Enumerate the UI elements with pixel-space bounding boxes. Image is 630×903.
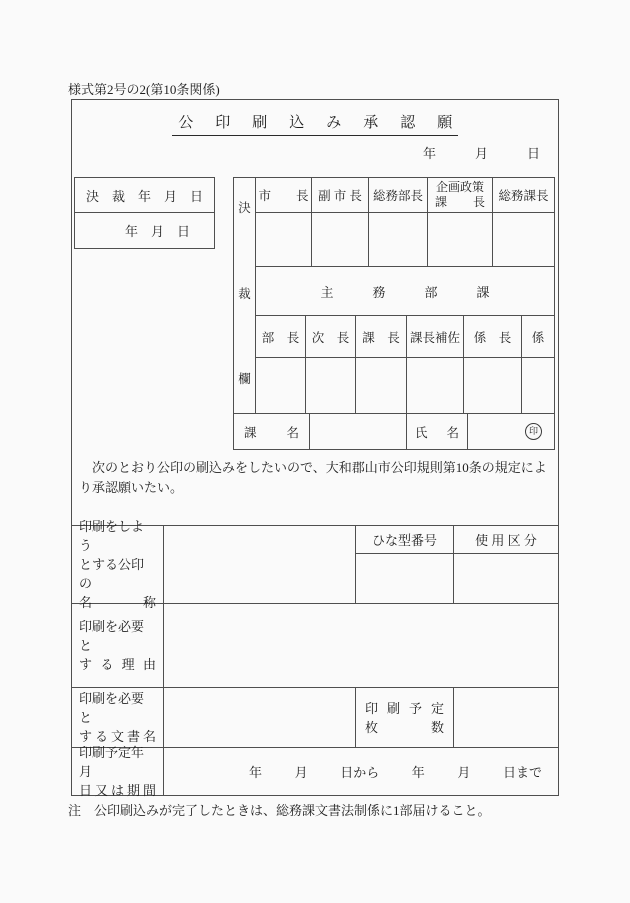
approval-date-label: 決 裁 年 月 日 <box>75 178 214 213</box>
approval-grid-vertical-label: 決 裁 欄 <box>234 178 256 414</box>
header-cell-planning-policy-section-chief <box>428 178 493 213</box>
approval-grid <box>233 177 555 450</box>
section-name-field <box>310 414 407 449</box>
details-table <box>72 519 558 798</box>
date-header: 年 月 日 <box>422 146 540 161</box>
header-cell-staff: 係 <box>522 316 554 358</box>
header-cell-general-affairs-section-chief: 総務課長 <box>493 178 554 213</box>
document-name-label <box>72 688 164 748</box>
usage-category-field <box>454 554 558 604</box>
planned-copies-field <box>454 688 558 748</box>
approval-seal-cell <box>256 358 306 414</box>
intro-paragraph: 次のとおり公印の刷込みをしたいので、大和郡山市公印規則第10条の規定により承認願いたい。 <box>79 460 547 495</box>
approval-seal-cell <box>256 213 312 267</box>
form-border <box>71 99 559 796</box>
approval-seal-cell <box>306 358 356 414</box>
document-name-field <box>164 688 356 748</box>
document-name-label-line1: 印刷を必要と <box>79 691 145 725</box>
approval-seal-cell <box>356 358 407 414</box>
main-department-banner: 主 務 部 課 <box>256 267 554 316</box>
period-label-line1: 印刷予定年月 <box>79 745 145 779</box>
approval-seal-cell <box>407 358 464 414</box>
approval-seal-cell <box>369 213 428 267</box>
approval-seal-cell <box>428 213 493 267</box>
reason-label-line1: 印刷を必要と <box>79 619 145 653</box>
seal-name-label <box>72 519 164 610</box>
period-field: 年 月 日から 年 月 日まで <box>249 765 542 780</box>
header-cell-unit-chief: 係 長 <box>464 316 522 358</box>
planned-copies-label <box>356 688 454 748</box>
planned-copies-label-line1: 印 刷 予 定 <box>365 700 444 716</box>
approval-seal-cell <box>522 358 554 414</box>
person-name-field <box>468 414 554 449</box>
usage-category-header: 使 用 区 分 <box>454 526 558 554</box>
planning-header-line1: 企画政策 <box>435 180 484 194</box>
form-title-row <box>72 111 558 136</box>
approval-date-blank: 年 月 日 <box>124 224 190 239</box>
seal-name-field <box>164 526 356 604</box>
approval-seal-cell <box>464 358 522 414</box>
approval-date-box <box>74 177 215 249</box>
footnote: 注 公印刷込みが完了したときは、総務課文書法制係に1部届けること。 <box>68 803 491 818</box>
reason-label-line2: す る 理 由 <box>79 657 156 672</box>
planned-copies-label-line2: 枚 数 <box>365 719 444 735</box>
section-name-label: 課 名 <box>234 414 310 449</box>
header-cell-assistant-section-chief: 課長補佐 <box>407 316 464 358</box>
header-cell-mayor: 市 長 <box>256 178 312 213</box>
header-cell-general-affairs-director: 総務部長 <box>369 178 428 213</box>
reason-field <box>164 604 558 688</box>
header-cell-deputy-head: 次 長 <box>306 316 356 358</box>
reason-label <box>72 604 164 688</box>
header-cell-deputy-mayor: 副 市 長 <box>312 178 369 213</box>
template-number-field <box>356 554 454 604</box>
seal-name-label-line1: 印刷をしよう <box>79 519 145 553</box>
seal-name-label-line2: とする公印の <box>79 557 145 591</box>
approval-seal-cell <box>312 213 369 267</box>
approval-seal-cell <box>493 213 554 267</box>
seal-mark-icon: 印 <box>525 423 542 440</box>
document-name-label-line2: す る 文 書 名 <box>79 729 156 744</box>
planning-header-line2: 課 長 <box>435 195 485 209</box>
header-cell-section-chief: 課 長 <box>356 316 407 358</box>
form-title: 公 印 刷 込 み 承 認 願 <box>172 111 458 136</box>
form-number: 様式第2号の2(第10条関係) <box>68 82 220 97</box>
period-label <box>72 745 164 798</box>
seal-name-label-line3: 名 称 <box>79 595 156 610</box>
template-number-header: ひな型番号 <box>356 526 454 554</box>
period-label-line2: 日 又 は 期 間 <box>79 783 156 798</box>
header-cell-department-head: 部 長 <box>256 316 306 358</box>
person-name-label: 氏 名 <box>407 414 468 449</box>
